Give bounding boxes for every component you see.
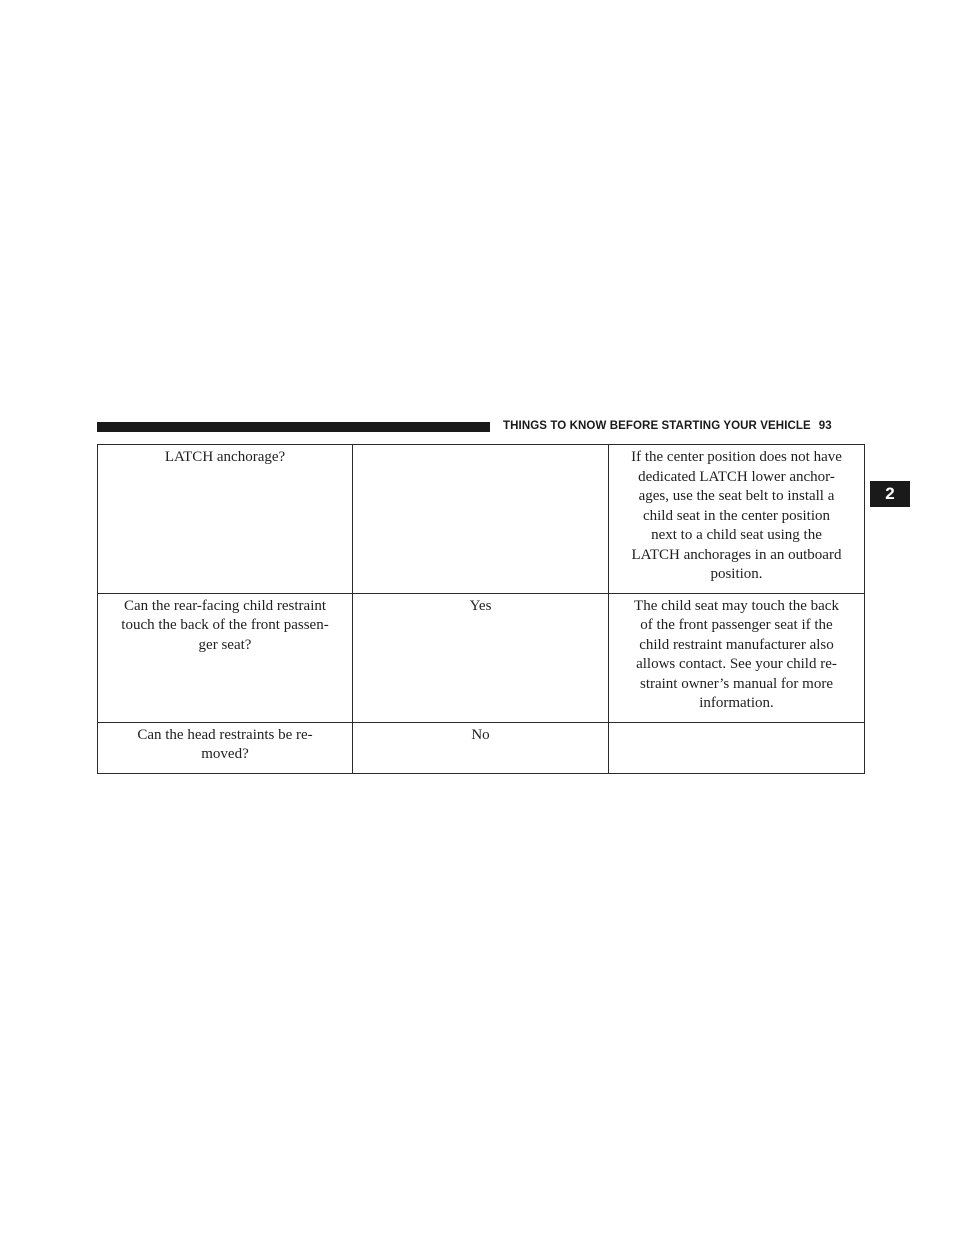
comment-cell — [609, 722, 865, 773]
running-header — [503, 420, 832, 432]
question-cell: LATCH anchorage? — [98, 445, 353, 594]
table-row — [98, 593, 865, 722]
page-number: 93 — [818, 420, 832, 432]
answer-cell: No — [353, 722, 609, 773]
comment-cell: The child seat may touch the back of the front passenger seat if the child restraint manufacturer also allows contact. See your child re- straint owner’s manual for more information. — [609, 593, 865, 722]
section-title: THINGS TO KNOW BEFORE STARTING YOUR VEHICLE — [503, 420, 811, 432]
comment-cell: If the center position does not have dedicated LATCH lower anchor- ages, use the seat belt to install a child seat in the center position next to a child seat using the LATCH anchorages in an outboard position. — [609, 445, 865, 594]
question-cell: Can the head restraints be re- moved? — [98, 722, 353, 773]
table-row — [98, 722, 865, 773]
header-rule-bar — [97, 422, 490, 432]
table-row — [98, 445, 865, 594]
chapter-tab: 2 — [870, 481, 910, 507]
answer-cell — [353, 445, 609, 594]
question-cell: Can the rear-facing child restraint touch the back of the front passen- ger seat? — [98, 593, 353, 722]
answer-cell: Yes — [353, 593, 609, 722]
child-restraint-table — [97, 444, 865, 774]
